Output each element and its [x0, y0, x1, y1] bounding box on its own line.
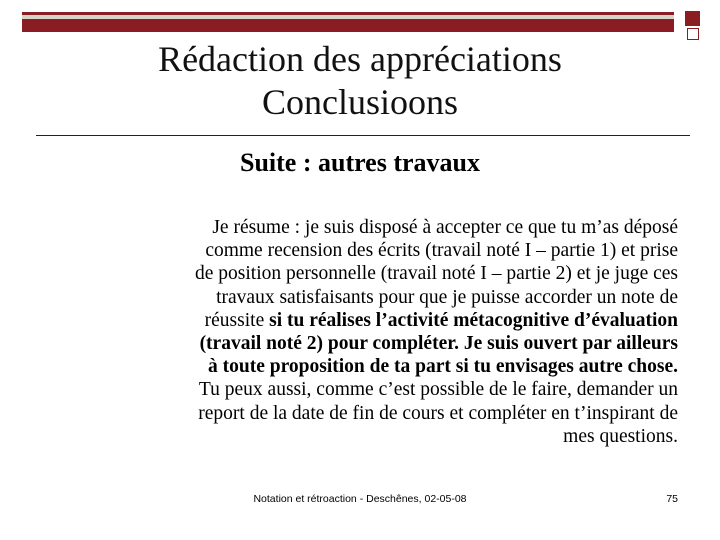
body-line	[78, 309, 678, 332]
corner-outline-square-decoration	[687, 28, 699, 40]
body-line	[78, 216, 678, 239]
body-text-segment: travaux satisfaisants pour que je puisse accorder un note de	[216, 286, 678, 308]
body-line	[78, 402, 678, 425]
body-line	[78, 425, 678, 448]
corner-square-decoration	[685, 11, 700, 26]
top-decorative-bar	[22, 12, 674, 32]
slide-body-text	[78, 216, 678, 448]
slide-title-line-1: Rédaction des appréciations	[158, 39, 562, 79]
page-number: 75	[666, 493, 678, 505]
body-text-bold: à toute proposition de ta part si tu envisages autre chose.	[208, 356, 678, 378]
body-text-segment: réussite	[204, 309, 270, 331]
body-line	[78, 239, 678, 262]
body-text-segment: comme recension des écrits (travail noté I – partie 1) et prise	[205, 240, 678, 262]
body-line	[78, 378, 678, 401]
body-text-segment: Tu peux aussi, comme c’est possible de le faire, demander un	[198, 379, 678, 401]
body-line	[78, 332, 678, 355]
body-text-segment: report de la date de fin de cours et compléter en t’inspirant de	[198, 402, 678, 424]
slide-title-line-2: Conclusioons	[261, 82, 458, 122]
body-line	[78, 286, 678, 309]
title-divider	[36, 135, 690, 136]
body-text-bold: si tu réalises l’activité métacognitive d’évaluation	[269, 309, 678, 331]
body-line	[78, 262, 678, 285]
slide-title	[60, 38, 660, 124]
body-text-segment: de position personnelle (travail noté I – partie 2) et je juge ces	[195, 263, 678, 285]
slide-footer: Notation et rétroaction - Deschênes, 02-05-08	[253, 493, 467, 505]
body-text-segment: Je résume : je suis disposé à accepter ce que tu m’as déposé	[212, 217, 678, 238]
body-line	[78, 355, 678, 378]
body-text-bold: (travail noté 2) pour compléter. Je suis ouvert par ailleurs	[199, 333, 678, 355]
slide-subtitle: Suite : autres travaux	[239, 148, 480, 177]
body-text-segment: mes questions.	[563, 425, 678, 447]
